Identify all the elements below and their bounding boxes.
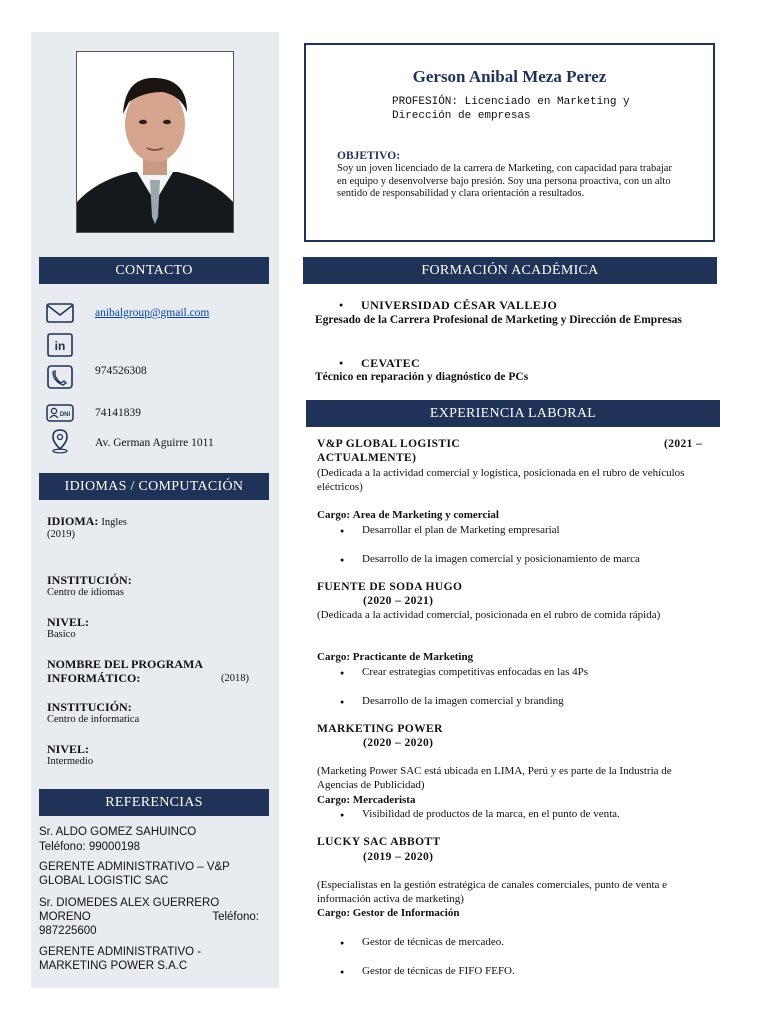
profession: PROFESIÓN: Licenciado en Marketing y Dirección de empresas [392, 96, 630, 122]
objective-text: Soy un joven licenciado de la carrera de Marketing, con capacidad para trabajar en equipo y desenvolverse bajo presión. Soy una persona proactiva, con un alto sentido de responsabilidad y clara orientación a resultados. [337, 163, 672, 199]
job1-desc: (Dedicada a la actividad comercial y logística, posicionada en el rubro de vehículos eléctricos) [317, 467, 685, 493]
edu-degree-2: Técnico en reparación y diagnóstico de PCs [315, 371, 529, 383]
location-pin-icon [45, 428, 75, 454]
edu-degree-1: Egresado de la Carrera Profesional de Marketing y Dirección de Empresas [315, 314, 682, 326]
job1-company: V&P GLOBAL LOGISTIC [317, 438, 461, 450]
languages-heading: IDIOMAS / COMPUTACIÓN [39, 473, 269, 500]
id-card-icon [45, 400, 75, 426]
idioma-label: IDIOMA: [47, 514, 99, 528]
svg-text:in: in [54, 339, 66, 353]
job3-cargo-value: Mercaderista [352, 794, 416, 806]
job2-cargo-value: Practicante de Marketing [352, 651, 474, 663]
profile-photo [76, 51, 234, 233]
job3-company: MARKETING POWER [317, 723, 443, 735]
mail-icon [45, 300, 75, 326]
job4-task-1: ● Gestor de técnicas de mercadeo. [362, 936, 504, 948]
job1-cargo [317, 509, 499, 523]
svg-text:DNI: DNI [59, 412, 71, 418]
job3-desc: (Marketing Power SAC está ubicada en LIMA, Perú y es parte de la Industria de Agencias de Publicidad) [317, 765, 672, 791]
job3-cargo [317, 794, 415, 808]
edu-school-2: ● CEVATEC [361, 356, 420, 371]
job4-desc: (Especialistas en la gestión estratégica de canales comerciales, punto de venta e información activa de marketing) [317, 879, 668, 905]
linkedin-icon[interactable] [45, 332, 75, 358]
dni-number: 74141839 [95, 407, 141, 419]
job2-task-1: ● Crear estrategias competitivas enfocadas en las 4Ps [362, 666, 588, 678]
ref1-role: GERENTE ADMINISTRATIVO – V&P GLOBAL LOGISTIC SAC [39, 861, 230, 887]
idioma-row [47, 514, 127, 529]
edu-school-1: ● UNIVERSIDAD CÉSAR VALLEJO [361, 298, 557, 313]
job1-period: (2021 – [664, 438, 703, 450]
job1-period-2: ACTUALMENTE) [317, 452, 417, 464]
phone-icon [45, 364, 75, 390]
phone-row [45, 364, 75, 390]
job1-task-1: ● Desarrollar el plan de Marketing empresarial [362, 524, 560, 536]
ref2-role: GERENTE ADMINISTRATIVO - MARKETING POWER S.A.C [39, 946, 202, 972]
job1-cargo-value: Area de Marketing y comercial [352, 509, 499, 521]
experience-heading: EXPERIENCIA LABORAL [306, 400, 720, 427]
candidate-name: Gerson Anibal Meza Perez [412, 67, 607, 86]
ref2-name: Sr. DIOMEDES ALEX GUERRERO MORENO [39, 897, 220, 923]
job3-task-1: ● Visibilidad de productos de la marca, en el punto de venta. [362, 808, 620, 820]
job3-period: (2020 – 2020) [363, 737, 434, 749]
address-row [45, 428, 75, 454]
job1-cargo-label: Cargo: [317, 509, 350, 521]
nivel2-value: Intermedio [47, 756, 94, 767]
objective-label: OBJETIVO: [337, 150, 401, 162]
inst1-value: Centro de idiomas [47, 587, 124, 598]
inst2-value: Centro de informatica [47, 714, 140, 725]
idioma-year: (2019) [47, 529, 75, 540]
job2-company: FUENTE DE SODA HUGO [317, 581, 463, 593]
job4-company: LUCKY SAC ABBOTT [317, 836, 441, 848]
nivel2-label: NIVEL: [47, 742, 90, 756]
profile-photo-illustration [77, 52, 233, 232]
inst1-label: INSTITUCIÓN: [47, 573, 132, 587]
program-year: (2018) [221, 673, 249, 684]
job2-task-2: ● Desarrollo de la imagen comercial y branding [362, 695, 564, 707]
header-box [304, 43, 715, 242]
job4-cargo-label: Cargo: [317, 907, 350, 919]
email-link[interactable]: anibalgroup@gmail.com [95, 307, 210, 319]
ref2-phone-label: Teléfono: [212, 911, 259, 923]
idioma-value: Ingles [101, 517, 127, 528]
job2-cargo [317, 651, 473, 665]
job1-task-2: ● Desarrollo de la imagen comercial y posicionamiento de marca [362, 553, 640, 565]
ref2-phone: 987225600 [39, 925, 97, 937]
education-heading: FORMACIÓN ACADÉMICA [303, 257, 717, 284]
job4-cargo-value: Gestor de Información [352, 907, 460, 919]
job4-period: (2019 – 2020) [363, 851, 434, 863]
program-label: NOMBRE DEL PROGRAMA INFORMÁTICO: [47, 657, 203, 685]
job2-desc: (Dedicada a la actividad comercial, posicionada en el rubro de comida rápida) [317, 609, 661, 621]
job4-task-2: ● Gestor de técnicas de FIFO FEFO. [362, 965, 515, 977]
nivel1-value: Basico [47, 629, 76, 640]
job4-cargo [317, 907, 459, 921]
inst2-label: INSTITUCIÓN: [47, 700, 132, 714]
nivel1-label: NIVEL: [47, 615, 90, 629]
contact-heading: CONTACTO [39, 257, 269, 284]
references-heading: REFERENCIAS [39, 789, 269, 816]
phone-number: 974526308 [95, 365, 147, 377]
job2-period: (2020 – 2021) [363, 595, 434, 607]
ref1-phone: Teléfono: 99000198 [39, 841, 141, 853]
linkedin-row [45, 332, 75, 358]
job3-cargo-label: Cargo: [317, 794, 350, 806]
job2-cargo-label: Cargo: [317, 651, 350, 663]
email-row [45, 300, 75, 326]
dni-row [45, 400, 75, 426]
ref1-name: Sr. ALDO GOMEZ SAHUINCO [39, 826, 197, 838]
address-text: Av. German Aguirre 1011 [95, 437, 214, 449]
